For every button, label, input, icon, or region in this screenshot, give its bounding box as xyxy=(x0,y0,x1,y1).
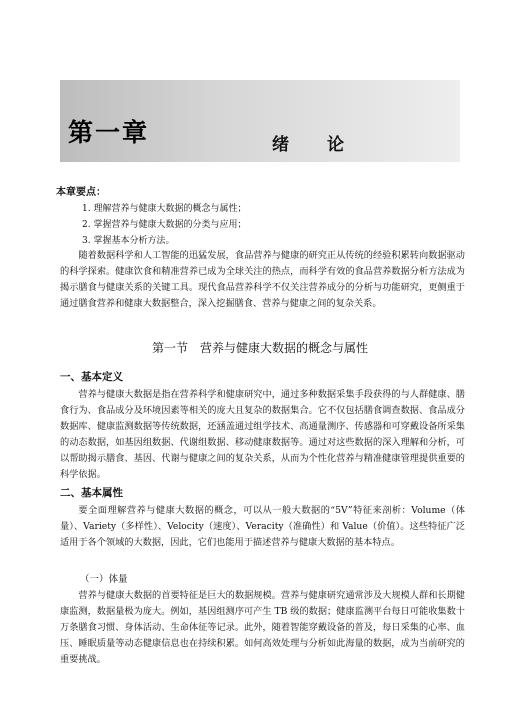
chapter-title: 绪论 xyxy=(272,135,382,155)
key-points-list xyxy=(82,201,246,249)
section-heading: 第一节 营养与健康大数据的概念与属性 xyxy=(151,341,368,355)
key-point-item: 2. 掌握营养与健康大数据的分类与应用； xyxy=(82,220,247,230)
subsubsection-heading-volume: （一）体量 xyxy=(80,574,128,585)
key-points-title: 本章要点： xyxy=(56,187,106,198)
intro-paragraph: 随着数据科学和人工智能的迅猛发展，食品营养与健康的研究正从传统的经验积累转向数据驱动的科学探索。健康饮食和精准营养已成为全球关注的热点，而科学有效的食品营养数据分析方法成为揭示膳食与健康关系的关键工具。现代食品营养科学不仅关注营养成分的分析与功能研究，更侧重于通过膳食营养和健康大数据整合，深入挖掘膳食、营养与健康之间的复杂关系。 xyxy=(60,250,465,309)
chapter-label: 第一章 xyxy=(68,118,150,147)
key-point-item: 1. 理解营养与健康大数据的概念与属性； xyxy=(82,204,247,214)
attributes-paragraph: 要全面理解营养与健康大数据的概念，可以从一般大数据的“5V”特征来剖析：Volume（体量）、Variety（多样性）、Velocity（速度）、Veracity（准确性）和 Value（价值）。这些特征广泛适用于各个领域的大数据，因此，它们也能用于描述营养与健康大数据的基本特点。 xyxy=(60,505,465,548)
subsection-heading-definition: 一、基本定义 xyxy=(60,371,123,383)
subsection-heading-attributes: 二、基本属性 xyxy=(60,487,123,499)
key-point-item: 3. 掌握基本分析方法。 xyxy=(82,236,175,246)
volume-paragraph: 营养与健康大数据的首要特征是巨大的数据规模。营养与健康研究通常涉及大规模人群和长期健康监测，数据量极为庞大。例如，基因组测序可产生 TB 级的数据；健康监测平台每日可能收集数十万条膳食习惯、身体活动、生命体征等记录。此外，随着智能穿戴设备的普及，每日采集的心率、血压、睡眠质量等动态健康信息也在持续积累。如何高效处理与分析如此海量的数据，成为当前研究的重要挑战。 xyxy=(60,590,465,665)
definition-paragraph: 营养与健康大数据是指在营养科学和健康研究中，通过多种数据采集手段获得的与人群健康、膳食行为、食品成分及环境因素等相关的庞大且复杂的数据集合。它不仅包括膳食调查数据、食品成分数据库、健康监测数据等传统数据，还涵盖通过组学技术、高通量测序、传感器和可穿戴设备所采集的动态数据，如基因组数据、代谢组数据、移动健康数据等。通过对这些数据的深入理解和分析，可以帮助揭示膳食、基因、代谢与健康之间的复杂关系，从而为个性化营养与精准健康管理提供重要的科学依据。 xyxy=(60,389,465,480)
